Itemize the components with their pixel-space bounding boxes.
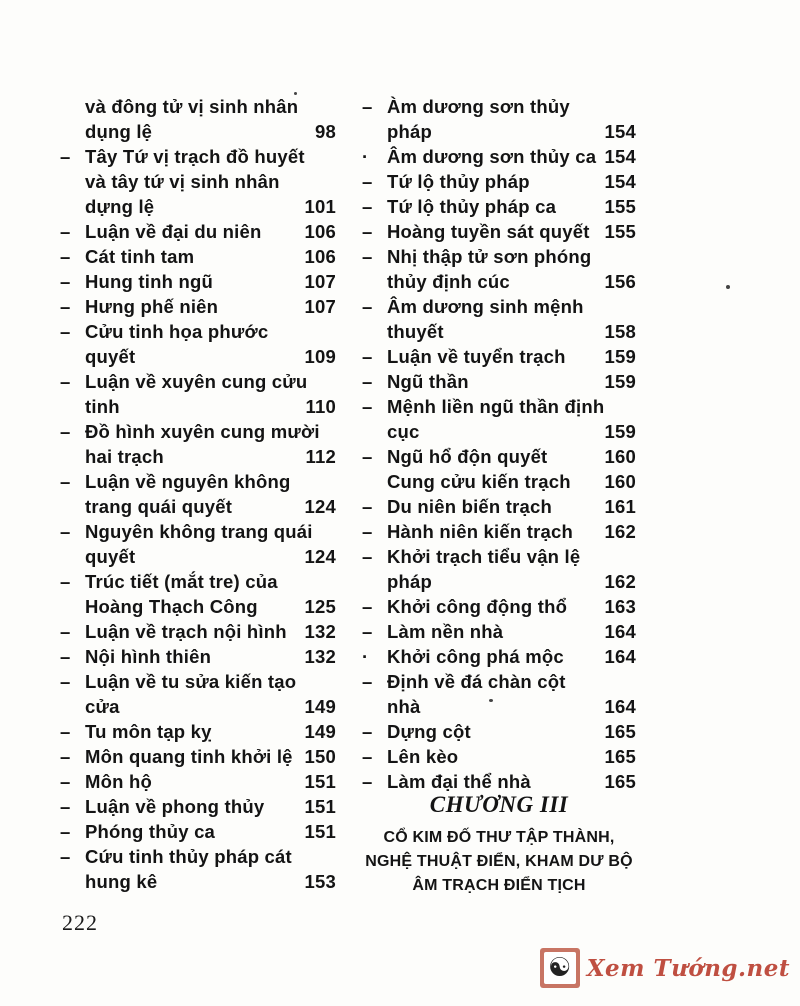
toc-entry-text: Ngũ thần <box>387 371 469 392</box>
toc-line <box>60 246 336 271</box>
toc-page-number: 109 <box>304 346 336 367</box>
toc-page-number: 151 <box>304 796 336 817</box>
toc-page-number: 132 <box>304 646 336 667</box>
toc-dash: – <box>362 396 373 417</box>
toc-dash: – <box>60 321 71 342</box>
toc-entry-text: Cung cửu kiến trạch <box>387 471 571 492</box>
toc-page-number: 165 <box>604 746 636 767</box>
toc-page-number: 112 <box>305 446 336 467</box>
toc-entry-text: Khởi trạch tiểu vận lệ <box>387 546 581 567</box>
toc-line <box>60 496 336 521</box>
toc-dash: – <box>362 496 373 517</box>
toc-column-left <box>60 96 336 896</box>
toc-entry-text: Lên kèo <box>387 746 459 767</box>
toc-dash: – <box>362 371 373 392</box>
toc-line <box>60 521 336 546</box>
toc-line <box>60 596 336 621</box>
toc-dash: – <box>60 271 71 292</box>
toc-line <box>60 371 336 396</box>
toc-entry-text: cửa <box>85 696 120 717</box>
toc-page-number: 159 <box>604 421 636 442</box>
toc-dash: – <box>60 721 71 742</box>
toc-page-number: 106 <box>304 246 336 267</box>
toc-entry-text: quyết <box>85 546 136 567</box>
toc-dash: – <box>60 521 71 542</box>
toc-entry-text: Hoàng Thạch Công <box>85 596 258 617</box>
toc-line <box>362 421 636 446</box>
toc-line <box>60 471 336 496</box>
toc-dash: – <box>362 196 373 217</box>
toc-entry-text: Nguyên không trang quái <box>85 521 313 542</box>
toc-entry-text: thủy định cúc <box>387 271 510 292</box>
toc-line <box>60 121 336 146</box>
toc-line <box>362 246 636 271</box>
toc-dash: – <box>362 521 373 542</box>
toc-entry-text: thuyết <box>387 321 444 342</box>
scan-speck <box>726 285 730 289</box>
toc-entry-text: Môn quang tinh khởi lệ <box>85 746 293 767</box>
toc-page-number: 149 <box>304 721 336 742</box>
toc-page-number: 153 <box>304 871 336 892</box>
toc-dash: – <box>362 96 373 117</box>
toc-dash: – <box>362 346 373 367</box>
toc-entry-text: Làm đại thể nhà <box>387 771 531 792</box>
toc-page-number: 150 <box>304 746 336 767</box>
toc-dash: – <box>362 771 373 792</box>
toc-entry-text: Phóng thủy ca <box>85 821 216 842</box>
toc-page-number: 110 <box>305 396 336 417</box>
toc-dash: – <box>60 571 71 592</box>
toc-page-number: 164 <box>604 646 636 667</box>
toc-dash: – <box>60 421 71 442</box>
toc-page-number: 154 <box>604 146 636 167</box>
toc-line <box>60 871 336 896</box>
toc-page-number: 165 <box>604 771 636 792</box>
toc-dash: – <box>60 821 71 842</box>
toc-dash: – <box>60 246 71 267</box>
toc-dash: – <box>60 296 71 317</box>
watermark-logo-box <box>540 948 580 988</box>
toc-line <box>60 321 336 346</box>
toc-line <box>60 446 336 471</box>
toc-line <box>60 271 336 296</box>
toc-line <box>362 546 636 571</box>
chapter-subtitle-line-1: CỔ KIM ĐỐ THƯ TẬP THÀNH, <box>383 829 615 846</box>
toc-line <box>362 271 636 296</box>
toc-dash: – <box>60 746 71 767</box>
toc-entry-text: nhà <box>387 696 421 717</box>
toc-line <box>60 146 336 171</box>
toc-dash: – <box>60 621 71 642</box>
toc-entry-text: Nội hình thiên <box>85 646 212 667</box>
toc-page-number: 155 <box>604 221 636 242</box>
toc-line <box>60 846 336 871</box>
toc-line <box>362 521 636 546</box>
toc-entry-text: Định về đá chàn cột <box>387 671 566 692</box>
toc-entry-text: hung kê <box>85 871 158 892</box>
toc-dash: – <box>362 596 373 617</box>
toc-line <box>60 771 336 796</box>
toc-dash: – <box>362 546 373 567</box>
watermark-text: Xem Tướng.net <box>586 954 790 982</box>
toc-page-number: 149 <box>304 696 336 717</box>
toc-dash: – <box>60 771 71 792</box>
toc-line <box>362 146 636 171</box>
toc-line <box>362 396 636 421</box>
toc-page-number: 162 <box>604 571 636 592</box>
toc-entry-text: Khởi công phá mộc <box>387 646 564 667</box>
toc-entry-text: và tây tứ vị sinh nhân <box>85 171 280 192</box>
toc-line <box>362 296 636 321</box>
toc-line <box>362 346 636 371</box>
toc-entry-text: Luận về xuyên cung cửu <box>85 371 308 392</box>
toc-page-number: 158 <box>604 321 636 342</box>
toc-entry-text: và đông tử vị sinh nhân <box>85 96 299 117</box>
toc-line <box>362 371 636 396</box>
toc-line <box>60 721 336 746</box>
toc-line <box>362 696 636 721</box>
toc-page-number: 159 <box>604 346 636 367</box>
toc-line <box>362 96 636 121</box>
toc-dash: – <box>362 721 373 742</box>
toc-page-number: 156 <box>604 271 636 292</box>
toc-entry-text: tinh <box>85 396 120 417</box>
toc-entry-text: Nhị thập tử sơn phóng <box>387 246 592 267</box>
toc-entry-text: Âm dương sơn thủy ca <box>387 146 597 167</box>
toc-dash: – <box>60 796 71 817</box>
chapter-subtitle-line-2: NGHỆ THUẬT ĐIỂN, KHAM DƯ BỘ <box>365 853 633 870</box>
toc-dash: – <box>60 471 71 492</box>
toc-entry-text: Tây Tứ vị trạch đồ huyết <box>85 146 305 167</box>
toc-entry-text: Cát tinh tam <box>85 246 195 267</box>
watermark <box>540 948 790 988</box>
toc-entry-text: Môn hộ <box>85 771 152 792</box>
toc-entry-text: Âm dương sinh mệnh <box>387 296 584 317</box>
toc-entry-text: cục <box>387 421 420 442</box>
toc-entry-text: Àm dương sơn thủy <box>387 96 570 117</box>
toc-entry-text: Đồ hình xuyên cung mười <box>85 421 320 442</box>
toc-line <box>60 196 336 221</box>
toc-line <box>362 171 636 196</box>
toc-dash: – <box>362 296 373 317</box>
toc-line <box>60 571 336 596</box>
toc-line <box>60 746 336 771</box>
toc-page-number: 161 <box>604 496 636 517</box>
toc-entry-text: pháp <box>387 121 432 142</box>
toc-line <box>362 621 636 646</box>
toc-entry-text: Hưng phế niên <box>85 296 219 317</box>
toc-page-number: 160 <box>604 446 636 467</box>
toc-entry-text: Tứ lộ thủy pháp <box>387 171 530 192</box>
toc-line <box>362 671 636 696</box>
toc-line <box>362 121 636 146</box>
toc-line <box>60 421 336 446</box>
toc-line <box>362 646 636 671</box>
toc-entry-text: trang quái quyết <box>85 496 233 517</box>
folio-page-number: 222 <box>62 910 98 935</box>
toc-dash: – <box>362 621 373 642</box>
toc-entry-text: quyết <box>85 346 136 367</box>
chapter-title: CHƯƠNG III <box>429 792 569 817</box>
toc-line <box>60 171 336 196</box>
toc-entry-text: pháp <box>387 571 432 592</box>
toc-line <box>60 621 336 646</box>
toc-dash: – <box>362 171 373 192</box>
yin-yang-icon: ☯ <box>544 952 576 984</box>
toc-dash: – <box>362 246 373 267</box>
toc-entry-text: Luận về tuyển trạch <box>387 346 566 367</box>
toc-page-number: 125 <box>304 596 336 617</box>
toc-entry-text: Hung tinh ngũ <box>85 271 213 292</box>
toc-page-number: 107 <box>304 296 336 317</box>
toc-entry-text: Trúc tiết (mắt tre) của <box>85 571 278 592</box>
toc-page-number: 165 <box>604 721 636 742</box>
toc-page-number: 160 <box>604 471 636 492</box>
toc-page-number: 162 <box>604 521 636 542</box>
toc-page-number: 106 <box>304 221 336 242</box>
toc-dash: – <box>362 671 373 692</box>
toc-page-number: 159 <box>604 371 636 392</box>
toc-line <box>60 546 336 571</box>
toc-entry-text: Mệnh liền ngũ thần định <box>387 396 605 417</box>
toc-line <box>60 96 336 121</box>
toc-page-number: 101 <box>304 196 336 217</box>
toc-page-number: 132 <box>304 621 336 642</box>
toc-entry-text: Dựng cột <box>387 721 471 742</box>
toc-column-right <box>362 96 636 796</box>
toc-entry-text: Cứu tinh thủy pháp cát <box>85 846 292 867</box>
toc-page-number: 151 <box>304 771 336 792</box>
toc-line <box>362 446 636 471</box>
toc-dash: – <box>362 746 373 767</box>
toc-entry-text: dụng lệ <box>85 121 153 142</box>
toc-page-number: 154 <box>604 171 636 192</box>
toc-entry-text: Luận về nguyên không <box>85 471 291 492</box>
toc-line <box>362 746 636 771</box>
scan-speck <box>489 699 493 702</box>
toc-entry-text: dựng lệ <box>85 196 155 217</box>
toc-line <box>60 821 336 846</box>
toc-page-number: 107 <box>304 271 336 292</box>
toc-line <box>60 646 336 671</box>
toc-line <box>60 396 336 421</box>
toc-entry-text: Du niên biến trạch <box>387 496 552 517</box>
toc-line <box>60 796 336 821</box>
toc-dash: – <box>362 446 373 467</box>
toc-entry-text: Cửu tinh họa phước <box>85 321 269 342</box>
toc-line <box>362 721 636 746</box>
toc-line <box>362 196 636 221</box>
toc-line <box>362 221 636 246</box>
toc-entry-text: Hành niên kiến trạch <box>387 521 573 542</box>
toc-entry-text: Khởi công động thổ <box>387 596 568 617</box>
toc-dash: – <box>60 371 71 392</box>
toc-line <box>60 221 336 246</box>
toc-page-number: 98 <box>315 121 336 142</box>
toc-line <box>362 571 636 596</box>
toc-entry-text: Luận về tu sửa kiến tạo <box>85 671 297 692</box>
toc-line <box>60 296 336 321</box>
toc-dash: – <box>60 646 71 667</box>
toc-line <box>362 596 636 621</box>
toc-page-number: 124 <box>304 546 336 567</box>
toc-page-number: 151 <box>304 821 336 842</box>
toc-entry-text: hai trạch <box>85 446 164 467</box>
toc-entry-text: Luận về đại du niên <box>85 221 262 242</box>
toc-entry-text: Ngũ hổ độn quyết <box>387 446 548 467</box>
toc-dash: – <box>362 221 373 242</box>
toc-dash: · <box>362 146 369 167</box>
toc-entry-text: Luận về trạch nội hình <box>85 621 287 642</box>
toc-line <box>362 496 636 521</box>
toc-page-number: 164 <box>604 696 636 717</box>
toc-entry-text: Tứ lộ thủy pháp ca <box>387 196 557 217</box>
toc-dash: – <box>60 221 71 242</box>
scan-speck <box>294 92 297 95</box>
toc-dash: – <box>60 146 71 167</box>
toc-entry-text: Tu môn tạp kỵ <box>85 721 212 742</box>
toc-dash: · <box>362 646 369 667</box>
chapter-heading-block <box>362 792 636 898</box>
toc-line <box>60 671 336 696</box>
chapter-subtitle-line-3: ÂM TRẠCH ĐIỂN TỊCH <box>412 877 586 894</box>
toc-dash: – <box>60 846 71 867</box>
toc-page-number: 163 <box>604 596 636 617</box>
toc-entry-text: Hoàng tuyền sát quyết <box>387 221 590 242</box>
toc-page-number: 124 <box>304 496 336 517</box>
toc-line <box>362 321 636 346</box>
toc-page-number: 164 <box>604 621 636 642</box>
toc-dash: – <box>60 671 71 692</box>
toc-entry-text: Luận về phong thủy <box>85 796 265 817</box>
toc-page-number: 154 <box>604 121 636 142</box>
toc-page-number: 155 <box>604 196 636 217</box>
toc-line <box>362 471 636 496</box>
toc-line <box>60 696 336 721</box>
toc-entry-text: Làm nền nhà <box>387 621 504 642</box>
toc-line <box>60 346 336 371</box>
